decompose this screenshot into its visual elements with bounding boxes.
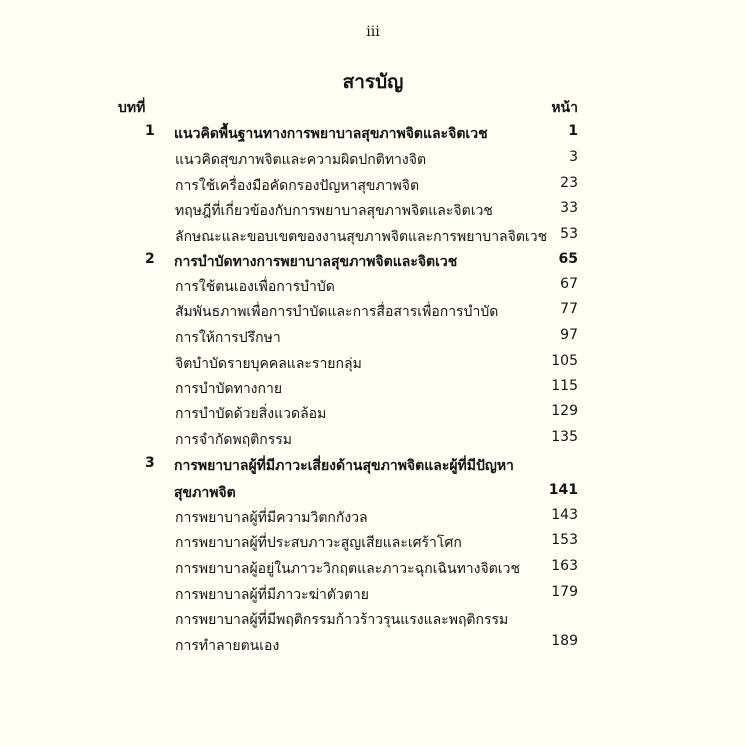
entry-page: 105 bbox=[551, 353, 578, 369]
toc-entry-row bbox=[0, 532, 746, 556]
chapter-title: แนวคิดพื้นฐานทางการพยาบาลสุขภาพจิตและจิตเวช bbox=[174, 126, 488, 142]
entry-title: การพยาบาลผู้ที่ประสบภาวะสูญเสียและเศร้าโศก bbox=[175, 535, 462, 551]
chapter-page: 1 bbox=[568, 123, 578, 139]
toc-chapter-row bbox=[0, 455, 746, 511]
entry-page: 135 bbox=[551, 429, 578, 445]
entry-page: 129 bbox=[551, 403, 578, 419]
entry-page: 189 bbox=[551, 633, 578, 649]
entry-title-continued: การทำลายตนเอง bbox=[175, 638, 280, 654]
toc-chapter-row bbox=[0, 251, 746, 275]
entry-title: จิตบำบัดรายบุคคลและรายกลุ่ม bbox=[175, 356, 362, 372]
entry-page: 115 bbox=[551, 378, 578, 394]
chapter-column-header: บทที่ bbox=[118, 100, 146, 116]
toc-entry-row bbox=[0, 353, 746, 377]
entry-page: 67 bbox=[560, 276, 578, 292]
toc-entry-row bbox=[0, 584, 746, 608]
toc-entry-row bbox=[0, 558, 746, 582]
chapter-page: 141 bbox=[548, 482, 578, 498]
chapter-number: 2 bbox=[145, 251, 155, 267]
entry-page: 179 bbox=[551, 584, 578, 600]
entry-title: การบำบัดด้วยสิ่งแวดล้อม bbox=[175, 406, 327, 422]
chapter-title: การบำบัดทางการพยาบาลสุขภาพจิตและจิตเวช bbox=[174, 254, 458, 270]
chapter-title-continued: สุขภาพจิต bbox=[174, 485, 236, 501]
entry-title: ลักษณะและขอบเขตของงานสุขภาพจิตและการพยาบาลจิตเวช bbox=[175, 229, 548, 245]
entry-title: การพยาบาลผู้อยู่ในภาวะวิกฤตและภาวะฉุกเฉินทางจิตเวช bbox=[175, 561, 520, 577]
toc-entry-row bbox=[0, 429, 746, 453]
entry-title: การใช้เครื่องมือคัดกรองปัญหาสุขภาพจิต bbox=[175, 178, 420, 194]
entry-title: สัมพันธภาพเพื่อการบำบัดและการสื่อสารเพื่อการบำบัด bbox=[175, 304, 499, 320]
toc-entry-row bbox=[0, 175, 746, 199]
page-number: iii bbox=[366, 24, 380, 40]
toc-title: สารบัญ bbox=[342, 71, 404, 93]
chapter-number: 3 bbox=[145, 455, 155, 471]
entry-page: 23 bbox=[560, 175, 578, 191]
toc-entry-row bbox=[0, 378, 746, 402]
toc-entry-row bbox=[0, 149, 746, 173]
page-column-header: หน้า bbox=[551, 100, 578, 116]
toc-chapter-row bbox=[0, 123, 746, 147]
toc-entry-row bbox=[0, 403, 746, 427]
entry-page: 33 bbox=[560, 200, 578, 216]
toc-entry-row bbox=[0, 507, 746, 531]
entry-title: การจำกัดพฤติกรรม bbox=[175, 432, 293, 448]
chapter-number: 1 bbox=[145, 123, 155, 139]
toc-entry-row bbox=[0, 609, 746, 659]
entry-title: การพยาบาลผู้ที่มีความวิตกกังวล bbox=[175, 510, 368, 526]
toc-entry-row bbox=[0, 276, 746, 300]
entry-page: 97 bbox=[560, 327, 578, 343]
toc-entry-row bbox=[0, 301, 746, 325]
entry-title: การพยาบาลผู้ที่มีภาวะฆ่าตัวตาย bbox=[175, 587, 369, 603]
entry-page: 143 bbox=[551, 507, 578, 523]
entry-title: การบำบัดทางกาย bbox=[175, 381, 283, 397]
entry-title: ทฤษฎีที่เกี่ยวข้องกับการพยาบาลสุขภาพจิตและจิตเวช bbox=[175, 203, 493, 219]
entry-page: 163 bbox=[551, 558, 578, 574]
entry-title: แนวคิดสุขภาพจิตและความผิดปกติทางจิต bbox=[175, 152, 427, 168]
entry-title: การพยาบาลผู้ที่มีพฤติกรรมก้าวร้าวรุนแรงและพฤติกรรม bbox=[175, 612, 509, 628]
entry-page: 153 bbox=[551, 532, 578, 548]
chapter-page: 65 bbox=[558, 251, 578, 267]
entry-page: 3 bbox=[569, 149, 578, 165]
toc-entry-row bbox=[0, 327, 746, 351]
toc-entry-row bbox=[0, 200, 746, 224]
entry-title: การใช้ตนเองเพื่อการบำบัด bbox=[175, 279, 335, 295]
chapter-title: การพยาบาลผู้ที่มีภาวะเสี่ยงด้านสุขภาพจิตและผู้ที่มีปัญหา bbox=[174, 458, 514, 474]
entry-page: 53 bbox=[560, 226, 578, 242]
entry-title: การให้การปรึกษา bbox=[175, 330, 281, 346]
toc-entry-row bbox=[0, 226, 746, 250]
entry-page: 77 bbox=[560, 301, 578, 317]
